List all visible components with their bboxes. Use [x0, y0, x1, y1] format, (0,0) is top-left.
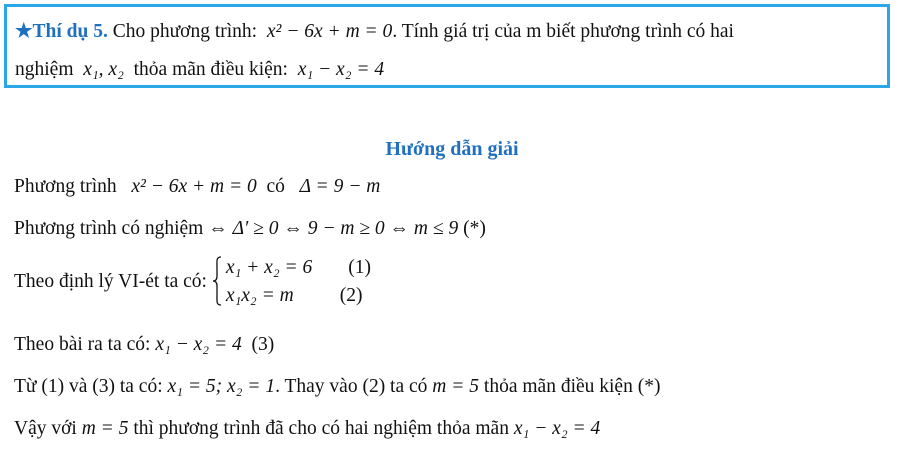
solution-heading: Hướng dẫn giải	[385, 138, 519, 160]
system-eq-1: x₁ + x₂ = 6	[225, 257, 313, 278]
system-eq-2: x₁x₂ = m	[225, 285, 294, 306]
l2-star: (*)	[463, 218, 486, 239]
vieta-system	[212, 254, 371, 310]
l3-text: Theo định lý VI-ét ta có:	[14, 271, 207, 292]
l1-delta: Δ = 9 − m	[299, 176, 381, 197]
solution-line-4	[14, 334, 274, 356]
l6-equation: x₁ − x₂ = 4	[513, 418, 601, 439]
solution-line-1	[14, 176, 380, 198]
example-label: Thí dụ 5.	[32, 21, 108, 42]
l4-tag: (3)	[251, 334, 275, 355]
system-row-1	[226, 254, 371, 282]
l1-text: Phương trình	[14, 176, 117, 197]
l5-end: thỏa mãn điều kiện (*)	[483, 376, 661, 397]
problem-text-before: Cho phương trình:	[112, 21, 258, 42]
l1-equation: x² − 6x + m = 0	[131, 176, 257, 197]
problem-line-2	[15, 51, 879, 89]
problem-text-after: . Tính giá trị của m biết phương trình có hai	[392, 21, 734, 42]
problem-box	[4, 4, 890, 88]
l2-math: ⇔ Δ′ ≥ 0 ⇔ 9 − m ≥ 0 ⇔ m ≤ 9	[208, 218, 459, 239]
l6-m-value: m = 5	[81, 418, 129, 439]
l6-middle: thì phương trình đã cho có hai nghiệm thỏa mãn	[133, 418, 509, 439]
solution-line-3	[14, 254, 371, 310]
solution-line-6	[14, 418, 600, 440]
system-tag-1: (1)	[348, 257, 372, 278]
l6-text: Vậy với	[14, 418, 77, 439]
system-row-2	[226, 282, 371, 310]
problem-roots: x₁, x₂	[83, 59, 124, 80]
star-icon: ★	[15, 21, 33, 42]
problem-line2-before: nghiệm	[15, 59, 74, 80]
problem-condition: x₁ − x₂ = 4	[297, 59, 385, 80]
brace-icon	[212, 256, 222, 306]
problem-line2-middle: thỏa mãn điều kiện:	[133, 59, 288, 80]
problem-line-1	[15, 13, 879, 51]
problem-equation: x² − 6x + m = 0	[266, 21, 393, 42]
l5-m-value: m = 5	[432, 376, 480, 397]
l5-middle: . Thay vào (2) ta có	[275, 376, 428, 397]
l5-equation: x₁ = 5; x₂ = 1	[167, 376, 276, 397]
l1-co: có	[266, 176, 285, 197]
solution-line-5	[14, 376, 660, 398]
l4-equation: x₁ − x₂ = 4	[155, 334, 242, 355]
l2-text: Phương trình có nghiệm	[14, 218, 204, 239]
system-tag-2: (2)	[339, 285, 363, 306]
solution-line-2	[14, 218, 486, 240]
l5-text: Từ (1) và (3) ta có:	[14, 376, 163, 397]
l4-text: Theo bài ra ta có:	[14, 334, 151, 355]
